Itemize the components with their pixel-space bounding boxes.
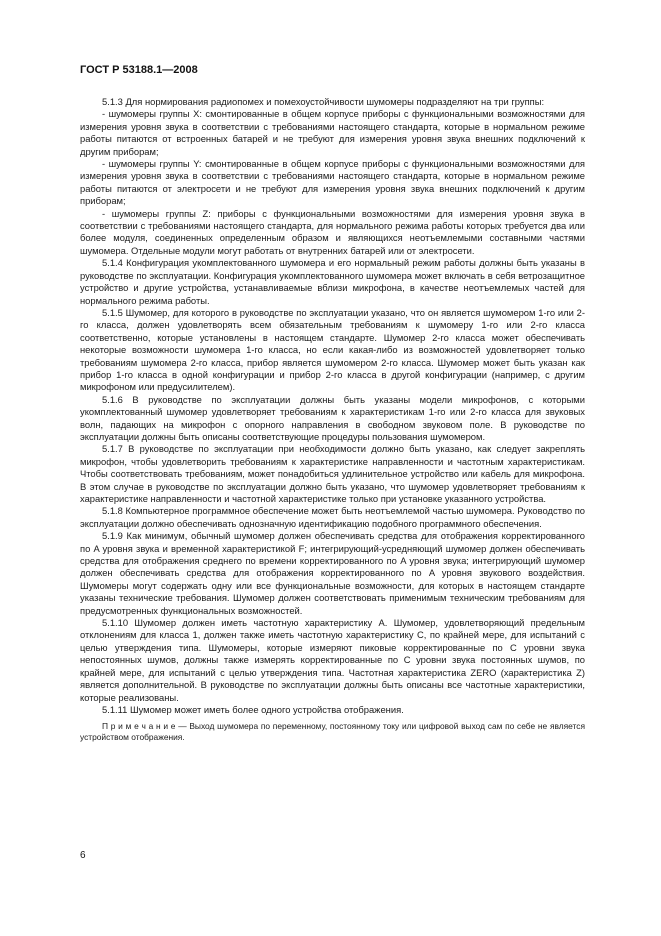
- standard-code-header: ГОСТ Р 53188.1—2008: [80, 64, 198, 76]
- document-body: [80, 96, 585, 743]
- list-item-group-x: - шумомеры группы X: смонтированные в общем корпусе приборы с функциональными возможностями для измерения уровня звука в соответствии с требованиями настоящего стандарта, которые в нормальном режиме работы питаются от встроенных батарей и не требуют для измерения уровня звука внешних подключений к другим приборам;: [80, 108, 585, 157]
- paragraph-5-1-5: 5.1.5 Шумомер, для которого в руководстве по эксплуатации указано, что он является шумомером 1-го или 2-го класса, должен удовлетворять всем обязательным требованиям к шумомеру 1-го или 2-го класса соответственно, которые установлены в настоящем стандарте. Шумомер 2-го класса может обеспечивать некоторые возможности шумомера 1-го класса, но если какая-либо из возможностей удовлетворяет только требованиям шумомера 2-го класса, прибор является шумомером 2-го класса. Шумомер может быть указан как прибор 1-го класса в одной конфигурации и прибор 2-го класса в другой конфигурации (например, с другим микрофоном или предусилителем).: [80, 306, 585, 393]
- paragraph-5-1-4: 5.1.4 Конфигурация укомплектованного шумомера и его нормальный режим работы должны быть указаны в руководстве по эксплуатации. Конфигурация укомплектованного шумомера может включать в себя ветрозащитное устройство и другие устройства, устанавливаемые вблизи микрофона, в качестве неотъемлемых частей для нормального режима работы.: [80, 257, 585, 306]
- paragraph-5-1-11: 5.1.11 Шумомер может иметь более одного устройства отображения.: [102, 703, 404, 715]
- paragraph-5-1-6: 5.1.6 В руководстве по эксплуатации должны быть указаны модели микрофонов, с которыми укомплектованный шумомер удовлетворяет требованиям к характеристикам 1-го или 2-го класса для звуковых волн, падающих на микрофон с опорного направления в свободном звуковом поле. В руководстве по эксплуатации должны быть описаны соответствующие процедуры пользования шумомером.: [80, 393, 585, 442]
- list-item-group-z: - шумомеры группы Z: приборы с функциональными возможностями для измерения уровня звука в соответствии с требованиями настоящего стандарта, для нормального режима работы которых требуется два или более модуля, соединенных определенным образом и являющихся неотъемлемыми составными частями шумомера. Отдельные модули могут работать от внутренних батарей или от электросети.: [80, 207, 585, 256]
- list-item-group-y: - шумомеры группы Y: смонтированные в общем корпусе приборы с функциональными возможностями для измерения уровня звука в соответствии с требованиями настоящего стандарта, которые в нормальном режиме работы питаются от электросети и не требуют для измерения уровня звука внешних подключений к другим приборам;: [80, 158, 585, 207]
- paragraph-5-1-8: 5.1.8 Компьютерное программное обеспечение может быть неотъемлемой частью шумомера. Руководство по эксплуатации должно обеспечивать однозначную идентификацию подобного программного обеспечения.: [80, 505, 585, 529]
- paragraph-5-1-10: 5.1.10 Шумомер должен иметь частотную характеристику A. Шумомер, удовлетворяющий предельным отклонениям для класса 1, должен также иметь частотную характеристику C, по крайней мере, для испытаний с целью утверждения типа. Шумомеры, которые измеряют пиковые корректированные по C уровни звука непостоянных шумов, должны также измерять корректированные по C уровни звука постоянных шумов, по крайней мере, для испытаний с целью утверждения типа. Частотная характеристика ZERO (характеристика Z) является дополнительной. В руководстве по эксплуатации должны быть описаны все частотные характеристики, которые реализованы.: [80, 617, 585, 703]
- paragraph-5-1-9: 5.1.9 Как минимум, обычный шумомер должен обеспечивать средства для отображения корректированного по A уровня звука и временной характеристикой F; интегрирующий-усредняющий шумомер должен обеспечивать средства для отображения среднего по времени корректированного по A уровня звука; интегрирующий шумомер должен обеспечивать средства для отображения корректированного по A уровня звукового воздействия. Шумомеры могут содержать одну или все функциональные возможности, для которых в настоящем стандарте указаны технические требования. Шумомер должен соответствовать применимым техническим требованиям для предусмотренных функциональных возможностей.: [80, 530, 585, 616]
- note: П р и м е ч а н и е — Выход шумомера по переменному, постоянному току или цифровой выход сам по себе не является устройством отображения.: [80, 721, 585, 743]
- page-number: 6: [80, 850, 86, 861]
- paragraph-5-1-3: 5.1.3 Для нормирования радиопомех и помехоустойчивости шумомеры подразделяют на три группы:: [102, 96, 545, 107]
- paragraph-5-1-7: 5.1.7 В руководстве по эксплуатации при необходимости должно быть указано, как следует закреплять микрофон, чтобы удовлетворить требованиям к характеристике направленности и частотным характеристикам. Чтобы соответствовать требованиям, может понадобиться удлинительное устройство или кабель для микрофона. В этом случае в руководстве по эксплуатации должно быть указано, что шумомер удовлетворяет требованиям к характеристике направленности и частотной характеристике только при установке указанного устройства.: [80, 443, 585, 504]
